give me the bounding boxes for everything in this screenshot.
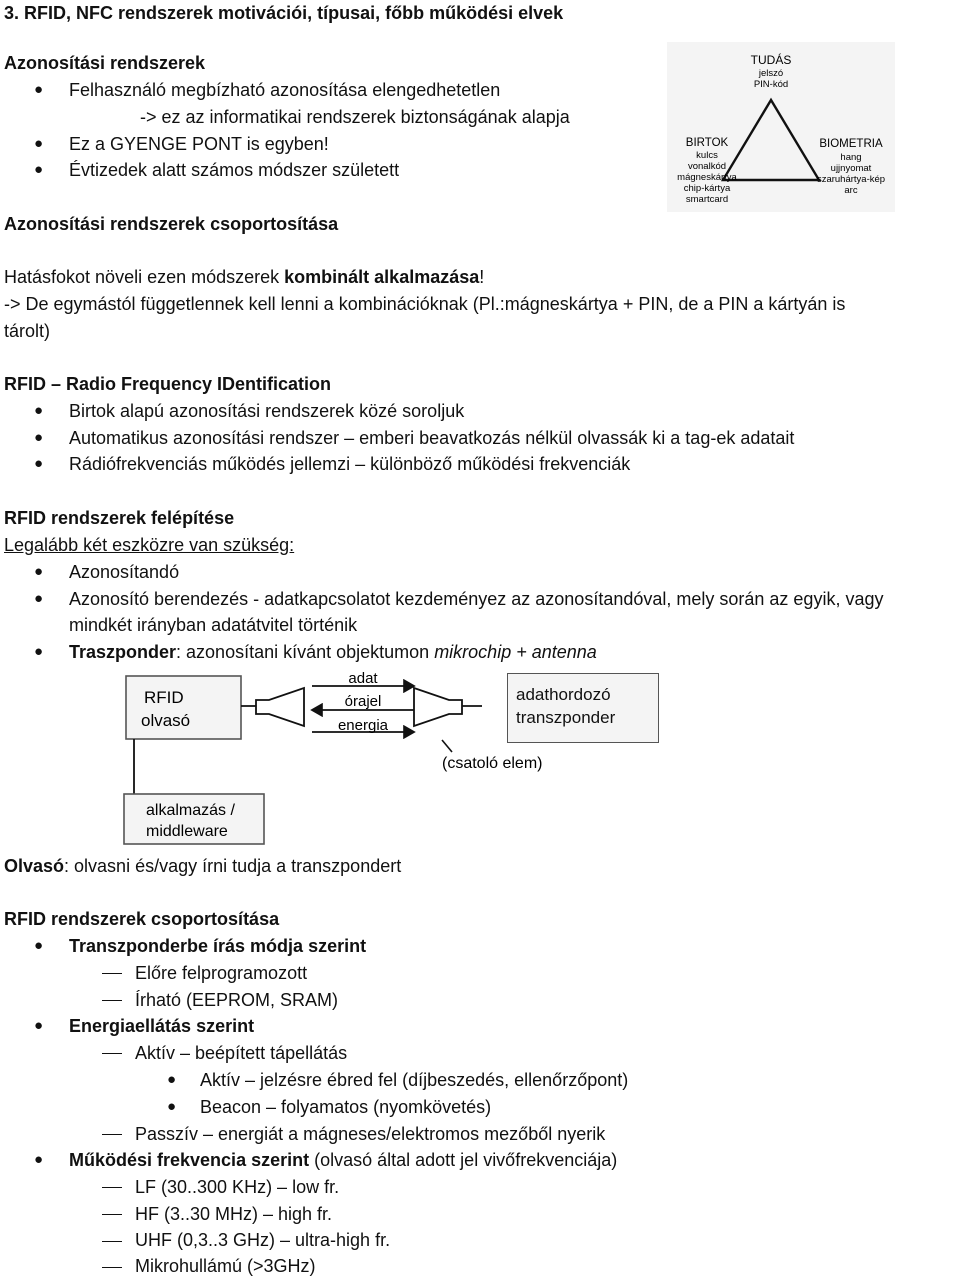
list-item-sub: LF (30..300 KHz) – low fr. (135, 1177, 340, 1197)
dash-icon (102, 1134, 122, 1135)
paragraph-line: tárolt) (4, 321, 51, 341)
transponder-label: adathordozó (516, 685, 611, 704)
section-heading-rfid-groups: RFID rendszerek csoportosítása (4, 909, 280, 929)
section-heading-auth: Azonosítási rendszerek (4, 53, 206, 73)
reader-antenna-icon (241, 688, 304, 726)
reader-label: RFID (144, 688, 184, 707)
bullet-icon: ● (34, 1151, 44, 1168)
text-span: (olvasó által adott jel vivőfrekvenciája) (309, 1150, 618, 1170)
triangle-right-item: szaruhártya-kép (816, 174, 886, 185)
bullet-icon: ● (34, 563, 44, 580)
reader-label: olvasó (141, 711, 191, 730)
bullet-icon: ● (34, 643, 44, 660)
section-heading-structure: RFID rendszerek felépítése (4, 508, 235, 528)
list-item: Azonosítandó (69, 562, 180, 582)
text-span: ! (479, 267, 485, 287)
arrow-label-adat: adat (348, 670, 378, 687)
list-item-sub: Mikrohullámú (>3GHz) (135, 1256, 316, 1276)
triangle-right-item: ujjnyomat (830, 163, 872, 174)
list-item (69, 639, 597, 666)
bullet-icon: ● (34, 402, 44, 419)
dash-icon (102, 1187, 122, 1188)
bullet-icon: ● (34, 455, 44, 472)
section-heading-groups: Azonosítási rendszerek csoportosítása (4, 214, 339, 234)
bullet-icon: ● (34, 81, 44, 98)
middleware-label: alkalmazás / (146, 802, 235, 819)
paragraph-line: -> De egymástól függetlennek kell lenni a kombinációknak (Pl.:mágneskártya + PIN, de a PIN a kártyán is (4, 294, 846, 314)
list-item-cont: mindkét irányban adatátvitel történik (69, 615, 358, 635)
transponder-label: transzponder (516, 708, 616, 727)
dash-icon (102, 1000, 122, 1001)
text-span: : olvasni és/vagy írni tudja a transzpondert (64, 856, 402, 876)
triangle-left-item: smartcard (685, 194, 729, 205)
bullet-icon: ● (34, 135, 44, 152)
list-item: Évtizedek alatt számos módszer született (69, 160, 400, 180)
text-span: Hatásfokot növeli ezen módszerek (4, 267, 285, 287)
bullet-icon: ● (167, 1098, 177, 1115)
bullet-icon: ● (34, 590, 44, 607)
text-span-bold: Működési frekvencia szerint (69, 1150, 310, 1170)
coupling-pointer (442, 740, 452, 752)
page-title: 3. RFID, NFC rendszerek motivációi, típusai, főbb működési elvek (4, 3, 564, 23)
triangle-left-item: vonalkód (687, 161, 727, 172)
arrow-label-orajel: órajel (344, 693, 382, 710)
bullet-icon: ● (34, 937, 44, 954)
bullet-icon: ● (34, 429, 44, 446)
bullet-icon: ● (34, 161, 44, 178)
dash-icon (102, 1241, 122, 1242)
list-item-sub: Aktív – beépített tápellátás (135, 1043, 348, 1063)
triangle-right-item: hang (840, 152, 862, 163)
list-item: Rádiófrekvenciás működés jellemzi – különböző működési frekvenciák (69, 454, 631, 474)
triangle-top-title: TUDÁS (750, 53, 792, 67)
text-span: : azonosítani kívánt objektumon (176, 642, 435, 662)
middleware-label: middleware (146, 823, 228, 840)
text-span-bold: Traszponder (69, 642, 177, 662)
dash-icon (102, 973, 122, 974)
list-item-sub2: Aktív – jelzésre ébred fel (díjbeszedés, ellenőrzőpont) (200, 1070, 629, 1090)
coupling-label: (csatoló elem) (442, 755, 543, 772)
triangle-left-title: BIRTOK (685, 137, 729, 149)
list-item-sub: Passzív – energiát a mágneses/elektromos mezőből nyerik (135, 1124, 606, 1144)
list-item: Felhasználó megbízható azonosítása elengedhetetlen (69, 80, 501, 100)
list-item: Transzponderbe írás módja szerint (69, 936, 367, 956)
triangle-right-item: arc (844, 185, 858, 196)
list-item-sub: UHF (0,3..3 GHz) – ultra-high fr. (135, 1230, 391, 1250)
dash-icon (102, 1214, 122, 1215)
auth-triangle-diagram (667, 42, 895, 212)
paragraph-reader (4, 853, 401, 880)
section-heading-rfid: RFID – Radio Frequency IDentification (4, 374, 332, 394)
list-item-sub: Írható (EEPROM, SRAM) (135, 990, 339, 1010)
list-item-sub: HF (3..30 MHz) – high fr. (135, 1204, 333, 1224)
text-span-bold: Olvasó (4, 856, 65, 876)
list-item: Azonosító berendezés - adatkapcsolatot kezdeményez az azonosítandóval, mely során az egyik, vagy (69, 589, 884, 609)
list-item: Ez a GYENGE PONT is egyben! (69, 134, 329, 154)
triangle-top-item: jelszó (758, 68, 784, 79)
rfid-block-diagram (104, 668, 574, 848)
bullet-icon: ● (34, 1017, 44, 1034)
triangle-top-item: PIN-kód (753, 79, 789, 90)
text-span-italic: mikrochip + antenna (434, 642, 597, 662)
paragraph-combination (4, 264, 484, 291)
triangle-left-item: mágneskártya (677, 172, 737, 183)
list-item-sub: Előre felprogramozott (135, 963, 308, 983)
dash-icon (102, 1267, 122, 1268)
list-item: Energiaellátás szerint (69, 1016, 255, 1036)
bullet-icon: ● (167, 1071, 177, 1088)
triangle-left-item: chip-kártya (683, 183, 731, 194)
list-item-sub2: Beacon – folyamatos (nyomkövetés) (200, 1097, 492, 1117)
transponder-antenna-icon (414, 688, 482, 726)
arrow-label-energia: energia (337, 717, 389, 734)
underlined-text: Legalább két eszközre van szükség: (4, 535, 295, 555)
list-item (69, 1147, 617, 1174)
list-item-sub: -> ez az informatikai rendszerek biztonságának alapja (140, 107, 570, 127)
text-span-bold: kombinált alkalmazása (284, 267, 480, 287)
dash-icon (102, 1053, 122, 1054)
list-item: Automatikus azonosítási rendszer – emberi beavatkozás nélkül olvassák ki a tag-ek adatait (69, 428, 795, 448)
list-item: Birtok alapú azonosítási rendszerek közé soroljuk (69, 401, 465, 421)
transponder-box (507, 673, 659, 743)
triangle-left-item: kulcs (696, 150, 718, 161)
triangle-right-title: BIOMETRIA (819, 138, 883, 150)
